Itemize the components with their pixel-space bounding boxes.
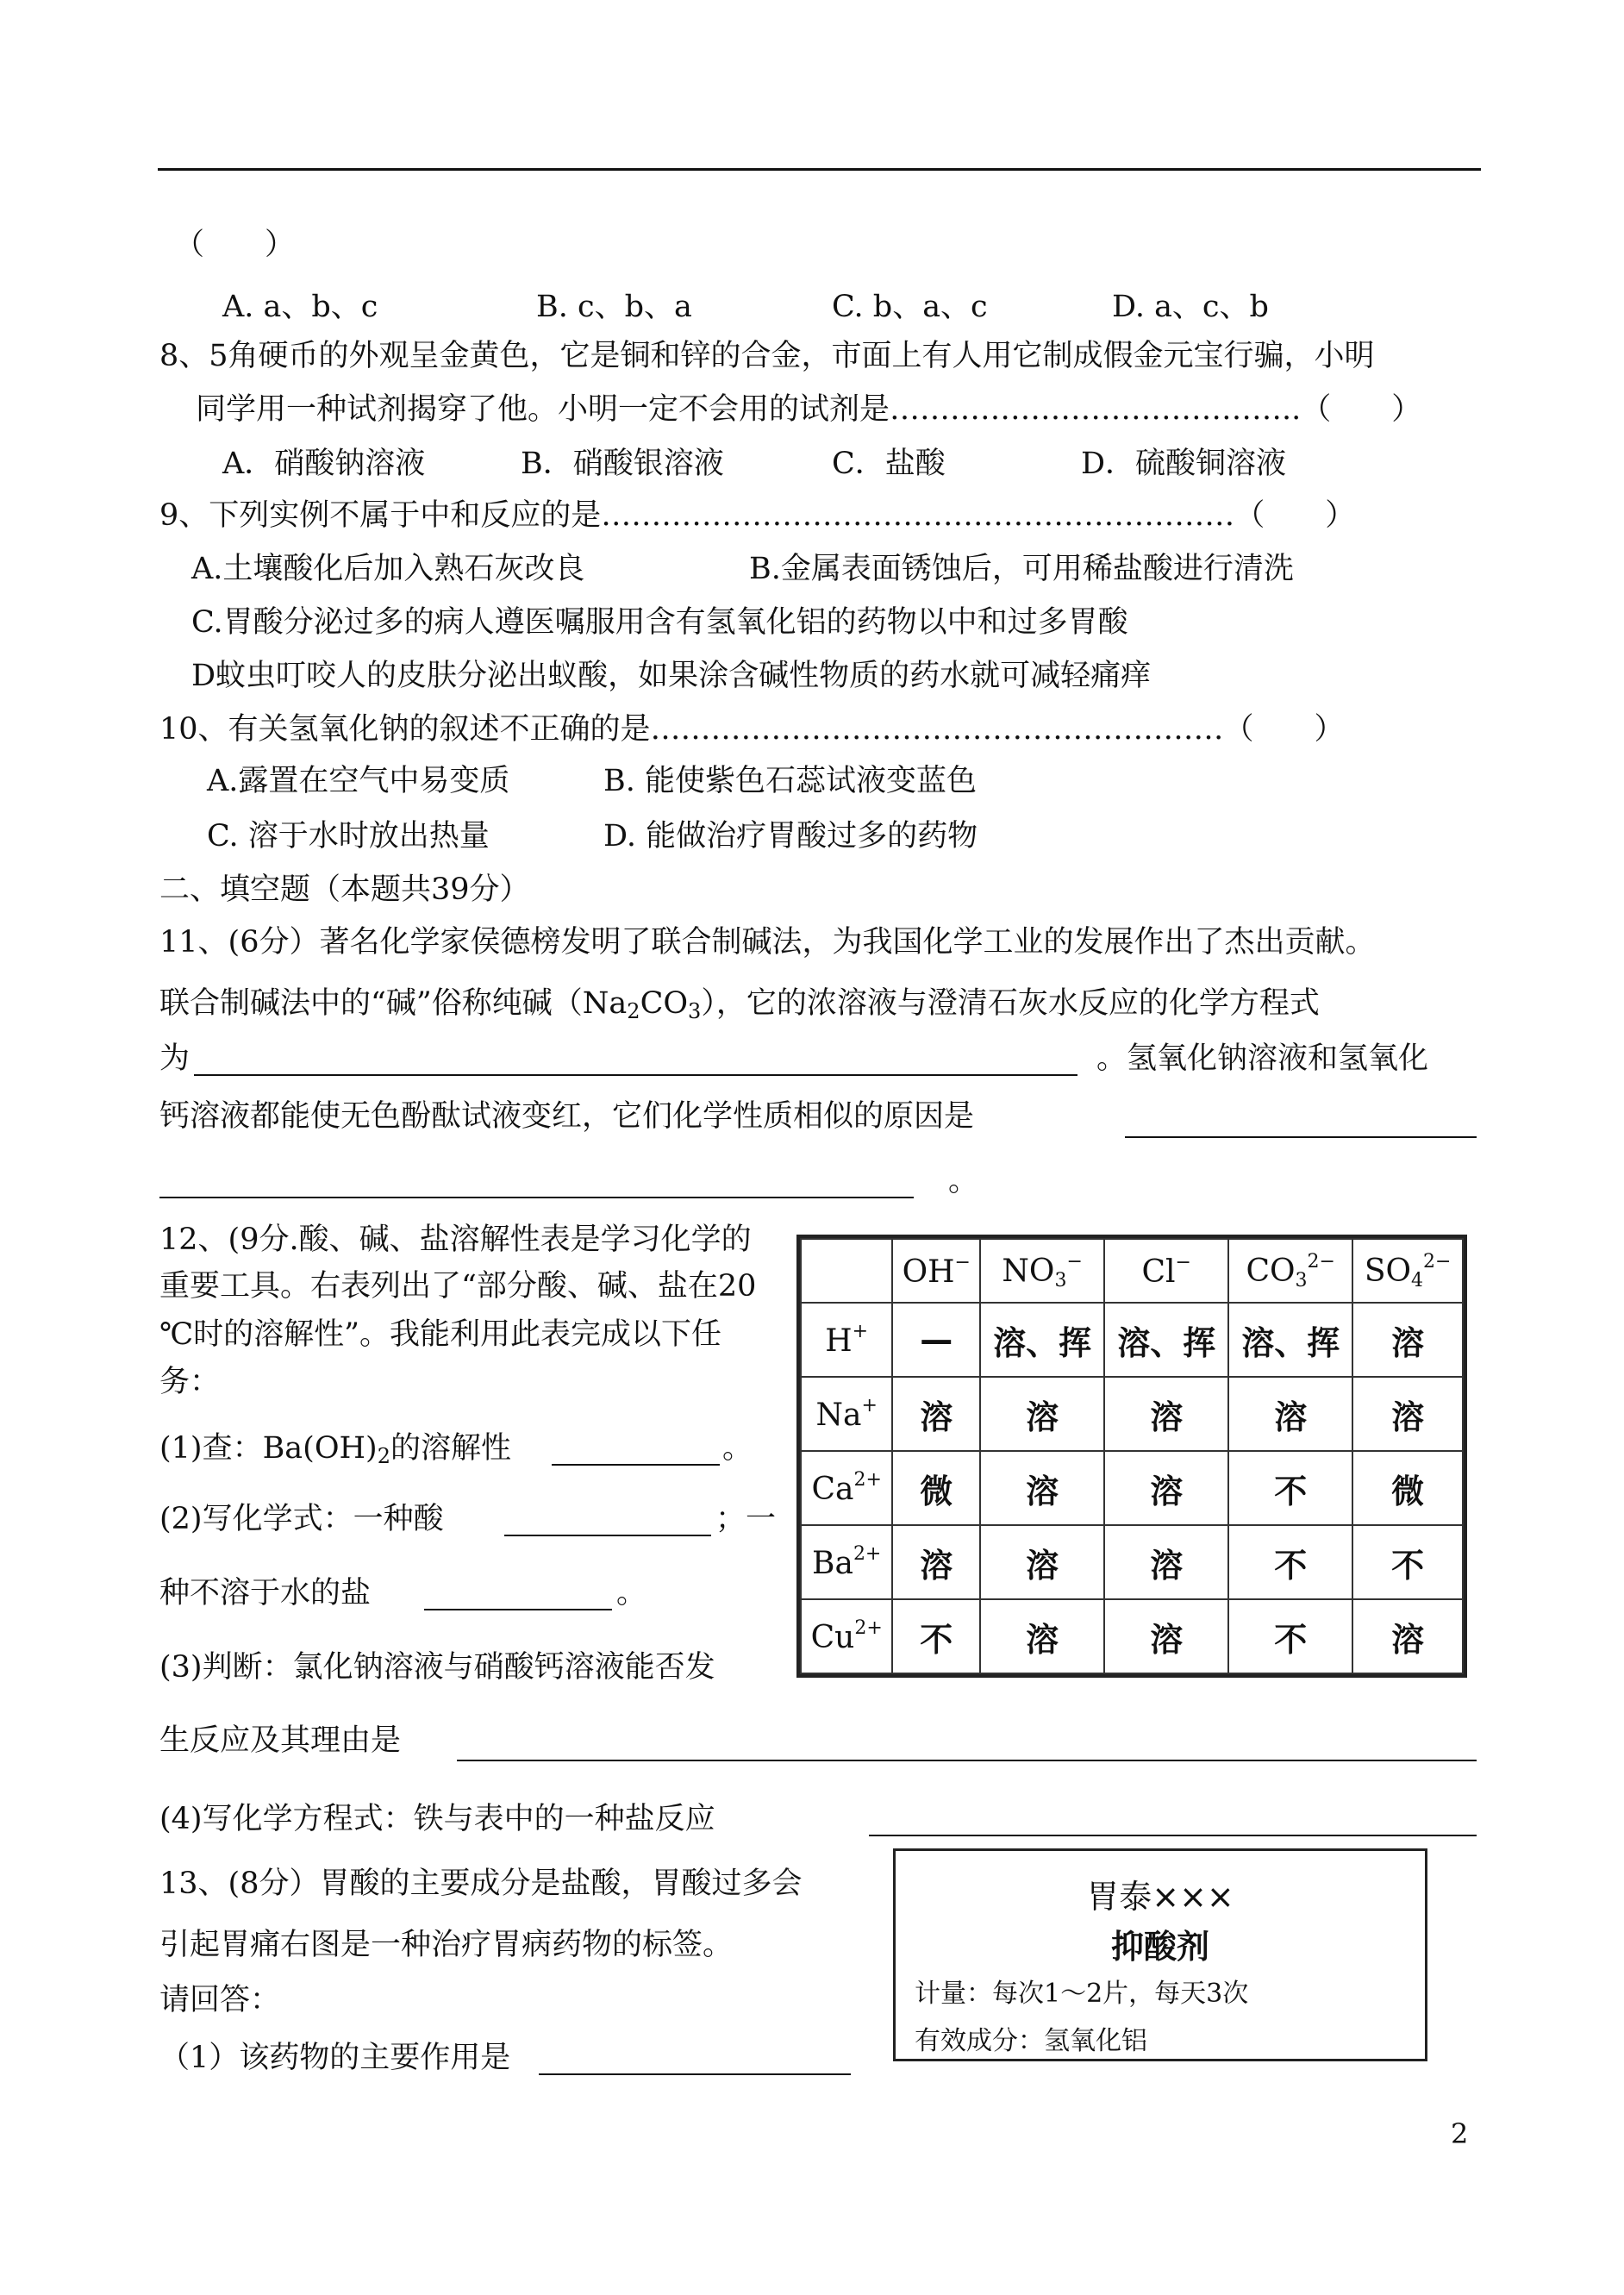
q13-line3: 请回答： <box>159 1983 281 2017</box>
q11-line5-end: 。 <box>948 1164 979 1198</box>
q12-line2: 重要工具。右表列出了“部分酸、碱、盐在20 <box>159 1269 757 1304</box>
table-row-ca <box>801 1451 1463 1525</box>
cation-cu: $Cu^{2+}$ <box>801 1599 892 1673</box>
table-cell: 不 <box>1228 1525 1352 1599</box>
table-cell: 溶、挥 <box>1104 1303 1228 1377</box>
section-heading: 二、填空题（本题共39分） <box>159 872 530 907</box>
q11-line3-end: 。氢氧化钠溶液和氢氧化 <box>1096 1041 1429 1076</box>
q8-option-a: A．硝酸钠溶液 <box>222 447 426 481</box>
q12-part3-blank[interactable] <box>457 1760 1477 1761</box>
table-row-cu <box>801 1599 1463 1673</box>
q10-option-b: B. 能使紫色石蕊试液变蓝色 <box>603 764 977 798</box>
q12-part2a: (2)写化学式：一种酸 <box>159 1502 444 1536</box>
table-cell: 溶 <box>1228 1377 1352 1451</box>
table-row-h <box>801 1303 1463 1377</box>
q13-line4: （1）该药物的主要作用是 <box>159 2041 511 2075</box>
q7-paren: （ ） <box>174 228 296 262</box>
table-cell: 溶 <box>980 1599 1104 1673</box>
q10-option-c: C. 溶于水时放出热量 <box>207 819 490 854</box>
q8-option-c: C．盐酸 <box>832 447 946 481</box>
table-cell: 溶 <box>980 1377 1104 1451</box>
anion-cl: Cl− <box>1104 1239 1228 1303</box>
table-cell: 溶 <box>1352 1377 1463 1451</box>
anion-no3: NO3− <box>980 1239 1104 1303</box>
table-cell: 不 <box>1352 1525 1463 1599</box>
q11-answer-blank-1[interactable] <box>194 1074 1077 1076</box>
q12-part2-salt-blank[interactable] <box>424 1609 612 1610</box>
table-cell: 溶 <box>1104 1451 1228 1525</box>
page-number: 2 <box>1451 2117 1469 2150</box>
table-row-na <box>801 1377 1463 1451</box>
q11-line4: 钙溶液都能使无色酚酞试液变红，它们化学性质相似的原因是 <box>159 1099 975 1134</box>
table-cell: 溶 <box>980 1525 1104 1599</box>
q12-part2a-end: ；一 <box>715 1502 777 1536</box>
q12-part4-blank[interactable] <box>869 1835 1477 1836</box>
table-row-ba <box>801 1525 1463 1599</box>
q11-answer-blank-3[interactable] <box>159 1197 914 1198</box>
table-cell: 溶、挥 <box>1228 1303 1352 1377</box>
label-subtitle: 抑酸剂 <box>1110 1928 1209 1966</box>
table-cell: 溶 <box>892 1525 980 1599</box>
q10-option-a: A.露置在空气中易变质 <box>207 764 510 798</box>
table-cell: 不 <box>892 1599 980 1673</box>
table-cell: 溶 <box>1104 1525 1228 1599</box>
q13-line1: 13、(8分）胃酸的主要成分是盐酸，胃酸过多会 <box>159 1867 803 1901</box>
q9-option-a: A.土壤酸化后加入熟石灰改良 <box>191 552 585 586</box>
table-cell: 微 <box>892 1451 980 1525</box>
label-ingredient: 有效成分：氢氧化铝 <box>915 2026 1147 2056</box>
anion-so4: $SO4^{2-}$ <box>1352 1239 1463 1303</box>
q11-answer-blank-2[interactable] <box>1125 1136 1477 1138</box>
q9-option-d: D蚊虫叮咬人的皮肤分泌出蚁酸，如果涂含碱性物质的药水就可减轻痛痒 <box>191 659 1152 693</box>
q8-option-d: D．硫酸铜溶液 <box>1081 447 1287 481</box>
q12-part1-blank[interactable] <box>552 1464 720 1466</box>
q12-part1: (1)查：$Ba(OH)_2$的溶解性 <box>159 1431 511 1468</box>
q13-part1-blank[interactable] <box>539 2073 851 2075</box>
q10-option-d: D. 能做治疗胃酸过多的药物 <box>603 819 978 854</box>
q8-option-b: B．硝酸银溶液 <box>521 447 724 481</box>
q12-part3a: (3)判断：氯化钠溶液与硝酸钙溶液能否发 <box>159 1650 715 1685</box>
label-title: 胃泰××× <box>1086 1878 1234 1916</box>
q9-option-c: C.胃酸分泌过多的病人遵医嘱服用含有氢氧化铝的药物以中和过多胃酸 <box>191 605 1128 640</box>
q13-line2: 引起胃痛右图是一种治疗胃病药物的标签。 <box>159 1928 734 1962</box>
q11-line3-start: 为 <box>159 1041 191 1076</box>
q12-part3b: 生反应及其理由是 <box>159 1723 402 1758</box>
q8-line2: 同学用一种试剂揭穿了他。小明一定不会用的试剂是…………………………………..（ ） <box>196 392 1422 427</box>
q12-part2-acid-blank[interactable] <box>504 1535 711 1536</box>
anion-oh: OH− <box>892 1239 980 1303</box>
q9-stem: 9、下列实例不属于中和反应的是………………………………………………………（ ） <box>159 498 1356 533</box>
table-cell: 不 <box>1228 1599 1352 1673</box>
table-header-row <box>801 1239 1463 1303</box>
table-corner-cell <box>801 1239 892 1303</box>
q12-line4: 务： <box>159 1365 221 1399</box>
q11-line2: 联合制碱法中的“碱”俗称纯碱$(Na_2CO_3)$，它的浓溶液与澄清石灰水反应的化学方程式 <box>159 986 1320 1023</box>
q7-option-a: A. a、b、c <box>222 290 378 324</box>
cation-h: H+ <box>801 1303 892 1377</box>
table-cell: 微 <box>1352 1451 1463 1525</box>
q12-line1: 12、(9分.酸、碱、盐溶解性表是学习化学的 <box>159 1223 752 1257</box>
cation-ba: $Ba^{2+}$ <box>801 1525 892 1599</box>
cation-na: Na+ <box>801 1377 892 1451</box>
q12-part4: (4)写化学方程式：铁与表中的一种盐反应 <box>159 1802 715 1836</box>
cation-ca: $Ca^{2+}$ <box>801 1451 892 1525</box>
q7-option-d: D. a、c、b <box>1112 290 1269 324</box>
q9-option-b: B.金属表面锈蚀后，可用稀盐酸进行清洗 <box>749 552 1294 586</box>
table-cell: 溶 <box>1352 1599 1463 1673</box>
table-cell: 溶 <box>1104 1377 1228 1451</box>
q7-option-b: B. c、b、a <box>536 290 692 324</box>
medicine-label <box>893 1848 1427 2061</box>
table-cell: 溶 <box>1352 1303 1463 1377</box>
table-cell: 溶 <box>1104 1599 1228 1673</box>
q12-part2b-end: 。 <box>616 1576 647 1610</box>
q12-part1-end: 。 <box>722 1431 753 1466</box>
label-dose: 计量：每次1～2片，每天3次 <box>915 1979 1249 2009</box>
q8-line1: 8、5角硬币的外观呈金黄色，它是铜和锌的合金，市面上有人用它制成假金元宝行骗，小明 <box>159 339 1375 373</box>
q7-option-c: C. b、a、c <box>832 290 988 324</box>
table-cell: — <box>892 1303 980 1377</box>
anion-co3: $CO3^{2-}$ <box>1228 1239 1352 1303</box>
table-cell: 溶、挥 <box>980 1303 1104 1377</box>
table-cell: 溶 <box>980 1451 1104 1525</box>
table-cell: 溶 <box>892 1377 980 1451</box>
q12-part2b: 种不溶于水的盐 <box>159 1576 372 1610</box>
table-cell: 不 <box>1228 1451 1352 1525</box>
q10-stem: 10、有关氢氧化钠的叙述不正确的是…………………………………………………（ ） <box>159 712 1345 747</box>
header-rule <box>158 168 1481 171</box>
q12-line3: ℃时的溶解性”。我能利用此表完成以下任 <box>159 1317 722 1352</box>
q11-line1: 11、(6分）著名化学家侯德榜发明了联合制碱法，为我国化学工业的发展作出了杰出贡献。 <box>159 925 1376 960</box>
solubility-table <box>796 1235 1467 1678</box>
